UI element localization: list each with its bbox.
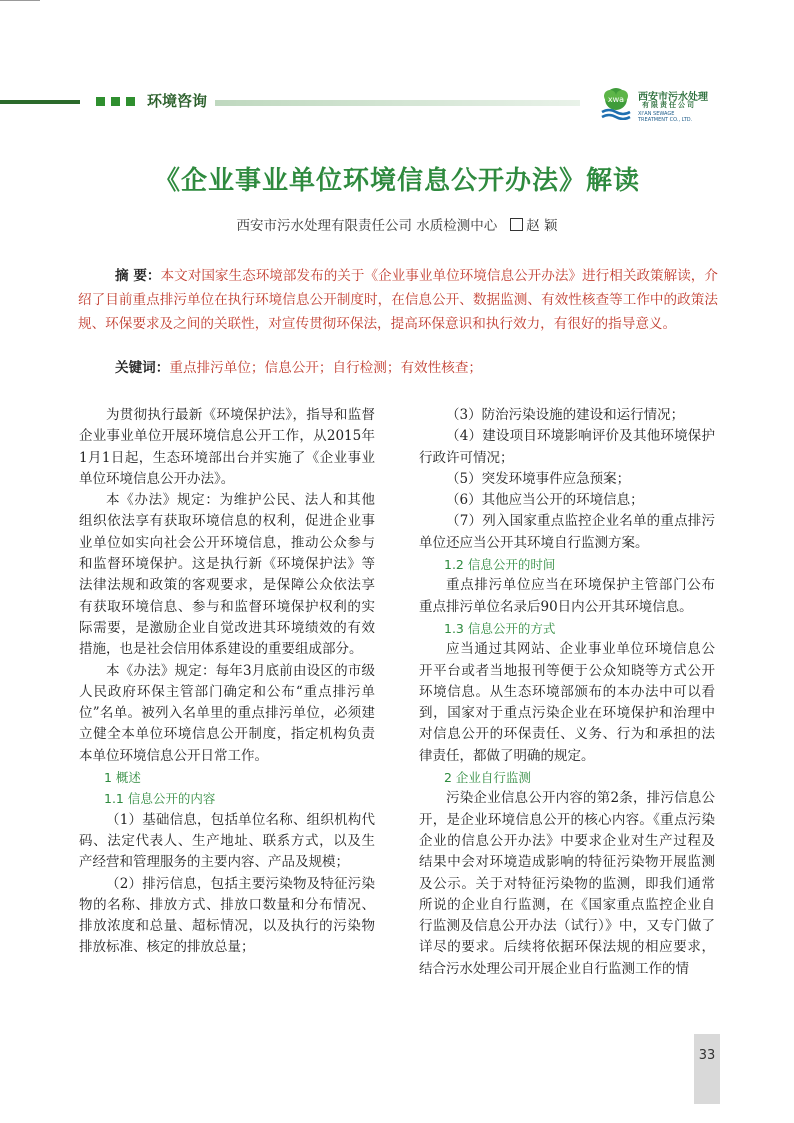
logo-name-line2: 有限责任公司 bbox=[642, 101, 696, 109]
svg-text:xwa: xwa bbox=[607, 95, 625, 104]
header-rule bbox=[215, 100, 580, 106]
body-paragraph: （4）建设项目环境影响评价及其他环境保护行政许可情况； bbox=[419, 428, 715, 466]
header-square-icon bbox=[96, 97, 105, 106]
body-paragraph: （5）突发环境事件应急预案； bbox=[446, 470, 631, 487]
body-column-right bbox=[419, 405, 715, 980]
abstract-label: 摘 要： bbox=[115, 268, 161, 284]
page-number-tab bbox=[694, 1034, 720, 1104]
section-title: 环境咨询 bbox=[147, 92, 208, 110]
section-heading: 1.3 信息公开的方式 bbox=[444, 620, 556, 636]
section-heading: 1 概述 bbox=[104, 770, 141, 786]
page-number: 33 bbox=[698, 1048, 716, 1063]
body-paragraph: （6）其他应当公开的环境信息； bbox=[446, 492, 644, 509]
section-heading: 1.1 信息公开的内容 bbox=[104, 791, 216, 807]
page-corner-mark bbox=[0, 0, 40, 41]
body-paragraph: 为贯彻执行最新《环境保护法》，指导和监督企业事业单位开展环境信息公开工作，从2015年1月1日起，生态环境部出台并实施了《企业事业单位环境信息公开办法》。 bbox=[79, 407, 375, 487]
body-paragraph: （1）基础信息，包括单位名称、组织机构代码、法定代表人、生产地址、联系方式，以及生产经营和管理服务的主要内容、产品及规模； bbox=[79, 811, 375, 871]
logo-tree-icon bbox=[600, 86, 632, 120]
body-paragraph: 本《办法》规定：每年3月底前由设区的市级人民政府环保主管部门确定和公布“重点排污单位”名单。被列入名单里的重点排污单位，必须建立健全本单位环境信息公开制度，指定机构负责本单位环境信息公开日常工作。 bbox=[79, 662, 375, 764]
keywords bbox=[115, 356, 482, 376]
abstract bbox=[78, 264, 718, 336]
header-square-icon bbox=[111, 97, 120, 106]
body-paragraph: 污染企业信息公开内容的第2条，排污信息公开，是企业环境信息公开的核心内容。《重点污染企业的信息公开办法》中要求企业对生产过程及结果中会对环境造成影响的特征污染物开展监测及公示。关于对特征污染物的监测，即我们通常所说的企业自行监测，在《国家重点监控企业自行监测及信息公开办法（试行）》中，又专门做了详尽的要求。后续将依据环保法规的相应要求，结合污水处理公司开展企业自行监测工作的情 bbox=[419, 790, 715, 977]
keywords-label: 关键词： bbox=[115, 360, 170, 376]
body-column-left bbox=[79, 405, 375, 959]
section-heading: 1.2 信息公开的时间 bbox=[444, 557, 556, 573]
author-name: 赵 颖 bbox=[526, 218, 558, 234]
keywords-text: 重点排污单位；信息公开；自行检测；有效性核查； bbox=[169, 360, 483, 376]
section-heading: 2 企业自行监测 bbox=[444, 770, 531, 786]
body-paragraph: （3）防治污染设施的建设和运行情况； bbox=[446, 407, 685, 423]
author-box-icon bbox=[510, 218, 523, 231]
byline-org: 西安市污水处理有限责任公司 水质检测中心 bbox=[236, 218, 498, 234]
header-bar bbox=[0, 100, 80, 104]
byline bbox=[0, 214, 794, 234]
body-paragraph: （7）列入国家重点监控企业名单的重点排污单位还应当公开其环境自行监测方案。 bbox=[419, 513, 715, 551]
logo-name-en: XI'AN SEWAGE TREATMENT CO., LTD. bbox=[638, 111, 693, 123]
body-paragraph: 重点排污单位应当在环境保护主管部门公布重点排污单位名录后90日内公开其环境信息。 bbox=[419, 577, 715, 615]
header-square-icon bbox=[126, 97, 135, 106]
body-paragraph: 本《办法》规定：为维护公民、法人和其他组织依法享有获取环境信息的权利，促进企业事业单位如实向社会公开环境信息，推动公众参与和监督环境保护。这是执行新《环境保护法》等法律法规和政策的客观要求，是保障公众依法享有获取环境信息、参与和监督环境保护权利的实际需要，是激励企业自觉改进其环境绩效的有效措施，也是社会信用体系建设的重要组成部分。 bbox=[79, 492, 375, 658]
logo-name-line1: 西安市污水处理 bbox=[638, 92, 708, 103]
body-paragraph: 应当通过其网站、企业事业单位环境信息公开平台或者当地报刊等便于公众知晓等方式公开环境信息。从生态环境部颁布的本办法中可以看到，国家对于重点污染企业在环境保护和治理中对信息公开的环保责任、义务、行为和承担的法律责任，都做了明确的规定。 bbox=[419, 641, 715, 764]
article-title: 《企业事业单位环境信息公开办法》解读 bbox=[153, 166, 640, 196]
abstract-text: 本文对国家生态环境部发布的关于《企业事业单位环境信息公开办法》进行相关政策解读，介绍了目前重点排污单位在执行环境信息公开制度时，在信息公开、数据监测、有效性核查等工作中的政策法规、环保要求及之间的关联性，对宣传贯彻环保法，提高环保意识和执行效力，有很好的指导意义。 bbox=[78, 268, 718, 332]
company-logo bbox=[600, 86, 720, 126]
body-paragraph: （2）排污信息，包括主要污染物及特征污染物的名称、排放方式、排放口数量和分布情况、排放浓度和总量、超标情况，以及执行的污染物排放标准、核定的排放总量； bbox=[79, 875, 375, 956]
